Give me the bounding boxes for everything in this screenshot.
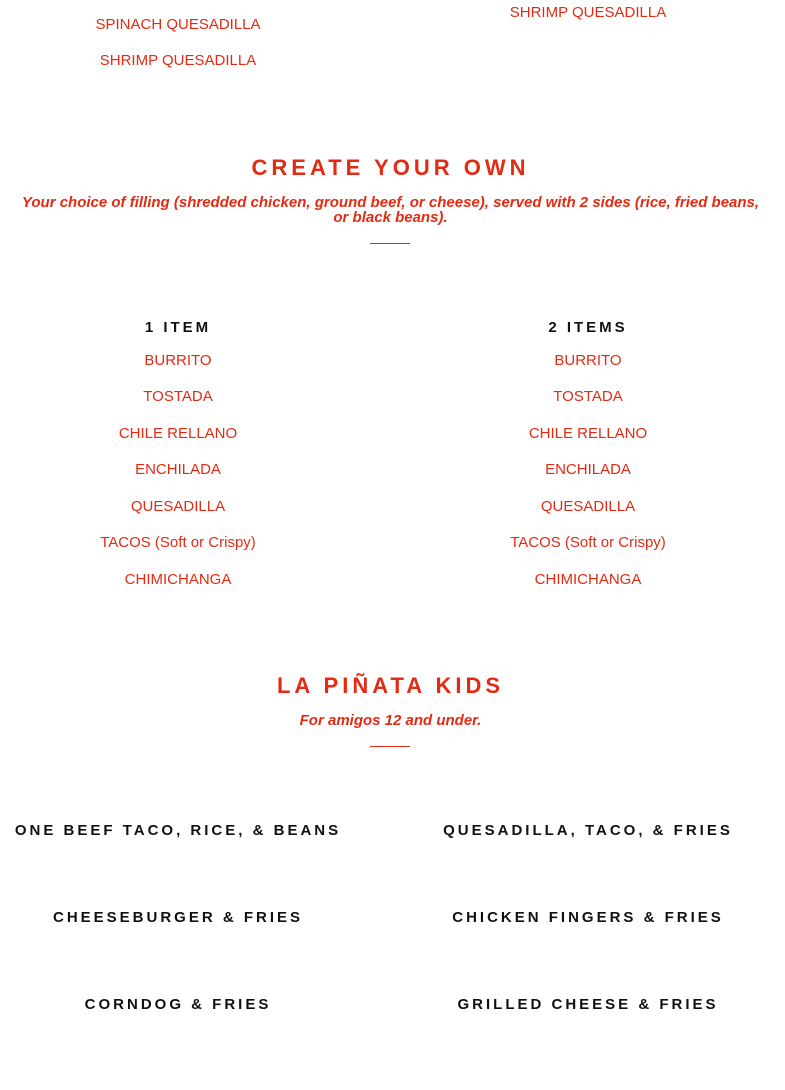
section-divider (370, 243, 410, 244)
menu-item: BURRITO (144, 352, 212, 369)
kids-menu-item: CHEESEBURGER & FRIES (52, 909, 304, 926)
menu-item: QUESADILLA (540, 498, 636, 515)
menu-item: SHRIMP QUESADILLA (99, 52, 257, 69)
menu-item: CHILE RELLANO (118, 425, 238, 442)
menu-item: CHIMICHANGA (534, 571, 642, 588)
menu-item: SHRIMP QUESADILLA (509, 4, 667, 21)
kids-menu-item: CORNDOG & FRIES (84, 996, 272, 1013)
menu-item: TACOS (Soft or Crispy) (510, 534, 666, 551)
section-subtitle-line-2: or black beans). (333, 209, 448, 226)
kids-menu-item: GRILLED CHEESE & FRIES (457, 996, 719, 1013)
menu-item: TACOS (Soft or Crispy) (100, 534, 256, 551)
section-heading-create-your-own: CREATE YOUR OWN (251, 155, 530, 180)
kids-menu-item: ONE BEEF TACO, RICE, & BEANS (14, 822, 342, 839)
column-title-two-items: 2 ITEMS (548, 319, 628, 336)
menu-item: QUESADILLA (130, 498, 226, 515)
menu-item: TOSTADA (143, 388, 213, 405)
kids-menu-item: QUESADILLA, TACO, & FRIES (443, 822, 733, 839)
section-subtitle-line-1: Your choice of filling (shredded chicken, ground beef, or cheese), served with 2 sides (rice, fried beans, (21, 194, 760, 211)
section-subtitle-kids: For amigos 12 and under. (299, 712, 482, 729)
menu-item: ENCHILADA (545, 461, 631, 478)
menu-item: CHILE RELLANO (528, 425, 648, 442)
menu-item: SPINACH QUESADILLA (95, 16, 261, 33)
section-divider (370, 746, 410, 747)
section-heading-kids: LA PIÑATA KIDS (276, 673, 505, 698)
menu-item: CHIMICHANGA (124, 571, 232, 588)
kids-menu-item: CHICKEN FINGERS & FRIES (452, 909, 724, 926)
column-title-one-item: 1 ITEM (144, 319, 212, 336)
menu-item: BURRITO (554, 352, 622, 369)
menu-item: ENCHILADA (135, 461, 221, 478)
menu-item: TOSTADA (553, 388, 623, 405)
